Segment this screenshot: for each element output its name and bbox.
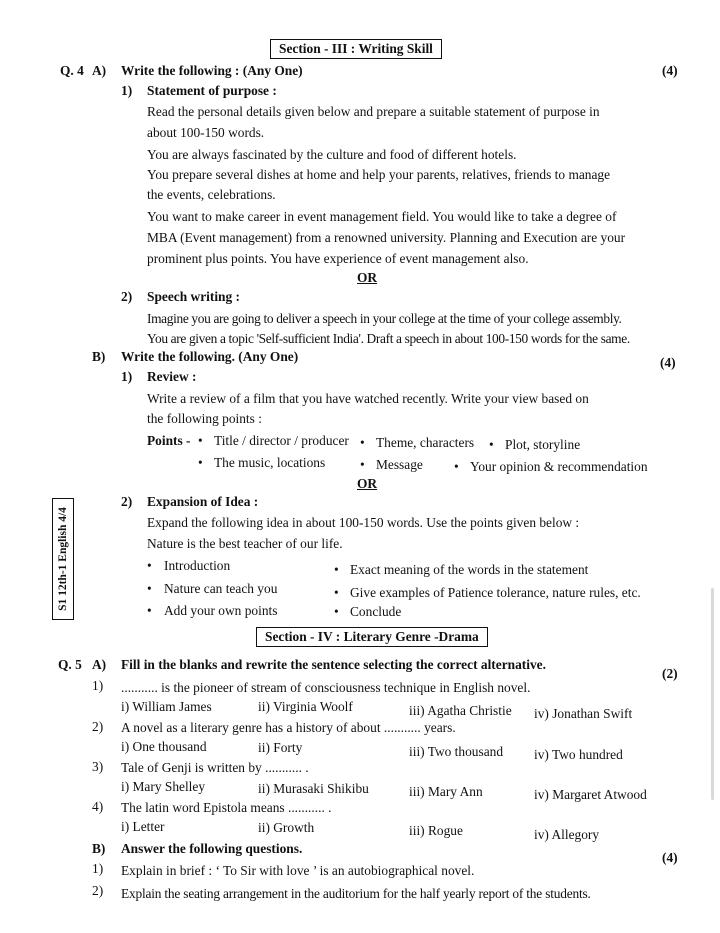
- review-point: Your opinion & recommendation: [470, 459, 648, 474]
- bullet-icon: •: [489, 437, 494, 452]
- mcq-number: 2): [92, 719, 104, 734]
- q5b-title: Answer the following questions.: [121, 841, 303, 856]
- bullet-icon: •: [334, 585, 339, 600]
- q5a-marks: (2): [662, 666, 678, 681]
- mcq-option: iii) Two thousand: [409, 744, 504, 759]
- mcq-option: iv) Margaret Atwood: [534, 787, 647, 802]
- q4a2-title: Speech writing :: [147, 289, 240, 304]
- mcq-option: i) One thousand: [121, 739, 207, 754]
- mcq-question: The latin word Epistola means ........... .: [121, 800, 332, 815]
- expansion-point: Conclude: [350, 604, 402, 619]
- q5b-marks: (4): [662, 850, 678, 865]
- question-text: Explain the seating arrangement in the auditorium for the half yearly report of the students.: [121, 886, 591, 901]
- q4a2-number: 2): [121, 289, 133, 304]
- q4b2-title: Expansion of Idea :: [147, 494, 259, 509]
- mcq-option: iv) Allegory: [534, 827, 600, 842]
- mcq-question: Tale of Genji is written by ........... .: [121, 760, 309, 775]
- bullet-icon: •: [147, 558, 152, 573]
- section-3-heading: Section - III : Writing Skill: [270, 39, 442, 59]
- q5a-label: A): [92, 657, 107, 672]
- sop-line: You prepare several dishes at home and help your parents, relatives, friends to manage: [147, 167, 611, 182]
- scrollbar[interactable]: [711, 588, 714, 800]
- q4b-label: B): [92, 349, 106, 364]
- mcq-option: iii) Rogue: [409, 823, 463, 838]
- q4-number: Q. 4: [60, 63, 84, 78]
- sop-line: You are always fascinated by the culture and food of different hotels.: [147, 147, 517, 162]
- expansion-line: Expand the following idea in about 100-150 words. Use the points given below :: [147, 515, 580, 530]
- expansion-point: Give examples of Patience tolerance, nature rules, etc.: [350, 585, 641, 600]
- bullet-icon: •: [360, 435, 365, 450]
- bullet-icon: •: [454, 459, 459, 474]
- speech-line: You are given a topic 'Self-sufficient India'. Draft a speech in about 100-150 words for the same.: [147, 331, 630, 346]
- q4a1-title: Statement of purpose :: [147, 83, 277, 98]
- mcq-question: A novel as a literary genre has a history of about ........... years.: [121, 720, 456, 735]
- q4b-marks: (4): [660, 355, 676, 370]
- question-text: Explain in brief : ‘ To Sir with love ’ is an autobiographical novel.: [121, 863, 475, 878]
- bullet-icon: •: [334, 562, 339, 577]
- sop-line: about 100-150 words.: [147, 125, 265, 140]
- side-paper-code: [52, 498, 74, 620]
- bullet-icon: •: [198, 433, 203, 448]
- bullet-icon: •: [198, 455, 203, 470]
- mcq-option: ii) Forty: [258, 740, 303, 755]
- expansion-point: Nature can teach you: [164, 581, 278, 596]
- mcq-number: 3): [92, 759, 104, 774]
- review-point: Plot, storyline: [505, 437, 581, 452]
- q4a-title: Write the following : (Any One): [121, 63, 303, 78]
- question-number: 1): [92, 861, 104, 876]
- q5-number: Q. 5: [58, 657, 82, 672]
- mcq-option: iii) Agatha Christie: [409, 703, 512, 718]
- bullet-icon: •: [334, 604, 339, 619]
- q4b1-title: Review :: [147, 369, 197, 384]
- mcq-number: 1): [92, 678, 104, 693]
- side-paper-code-text: S1 12th-1 English 4/4: [57, 507, 69, 611]
- sop-line: Read the personal details given below and prepare a suitable statement of purpose in: [147, 104, 600, 119]
- mcq-option: ii) Murasaki Shikibu: [258, 781, 369, 796]
- points-label: Points -: [147, 433, 191, 448]
- q5a-title: Fill in the blanks and rewrite the sentence selecting the correct alternative.: [121, 657, 546, 672]
- q4b2-number: 2): [121, 494, 133, 509]
- mcq-option: i) William James: [121, 699, 212, 714]
- sop-line: the events, celebrations.: [147, 187, 276, 202]
- expansion-line: Nature is the best teacher of our life.: [147, 536, 343, 551]
- review-line: Write a review of a film that you have watched recently. Write your view based on: [147, 391, 589, 406]
- or-divider: OR: [357, 270, 378, 285]
- bullet-icon: •: [360, 457, 365, 472]
- mcq-number: 4): [92, 799, 104, 814]
- mcq-option: iv) Two hundred: [534, 747, 623, 762]
- q4b1-number: 1): [121, 369, 133, 384]
- bullet-icon: •: [147, 603, 152, 618]
- mcq-option: ii) Virginia Woolf: [258, 699, 353, 714]
- sop-line: MBA (Event management) from a renowned university. Planning and Execution are your: [147, 230, 626, 245]
- mcq-option: iii) Mary Ann: [409, 784, 483, 799]
- sop-line: prominent plus points. You have experience of event management also.: [147, 251, 529, 266]
- mcq-option: i) Mary Shelley: [121, 779, 206, 794]
- expansion-point: Add your own points: [164, 603, 278, 618]
- q4a-marks: (4): [662, 63, 678, 78]
- mcq-option: ii) Growth: [258, 820, 315, 835]
- q4b-title: Write the following. (Any One): [121, 349, 299, 364]
- q5b-label: B): [92, 841, 106, 856]
- speech-line: Imagine you are going to deliver a speech in your college at the time of your college assembly.: [147, 311, 622, 326]
- review-point: The music, locations: [214, 455, 326, 470]
- section-4-heading: Section - IV : Literary Genre -Drama: [256, 627, 488, 647]
- expansion-point: Introduction: [164, 558, 231, 573]
- mcq-question: ........... is the pioneer of stream of consciousness technique in English novel.: [121, 680, 531, 695]
- mcq-option: iv) Jonathan Swift: [534, 706, 633, 721]
- question-number: 2): [92, 883, 104, 898]
- review-line: the following points :: [147, 411, 262, 426]
- mcq-option: i) Letter: [121, 819, 165, 834]
- bullet-icon: •: [147, 581, 152, 596]
- expansion-point: Exact meaning of the words in the statement: [350, 562, 589, 577]
- sop-line: You want to make career in event management field. You would like to take a degree of: [147, 209, 617, 224]
- review-point: Theme, characters: [376, 435, 475, 450]
- or-divider: OR: [357, 476, 378, 491]
- review-point: Message: [376, 457, 423, 472]
- q4a-label: A): [92, 63, 107, 78]
- review-point: Title / director / producer: [214, 433, 349, 448]
- q4a1-number: 1): [121, 83, 133, 98]
